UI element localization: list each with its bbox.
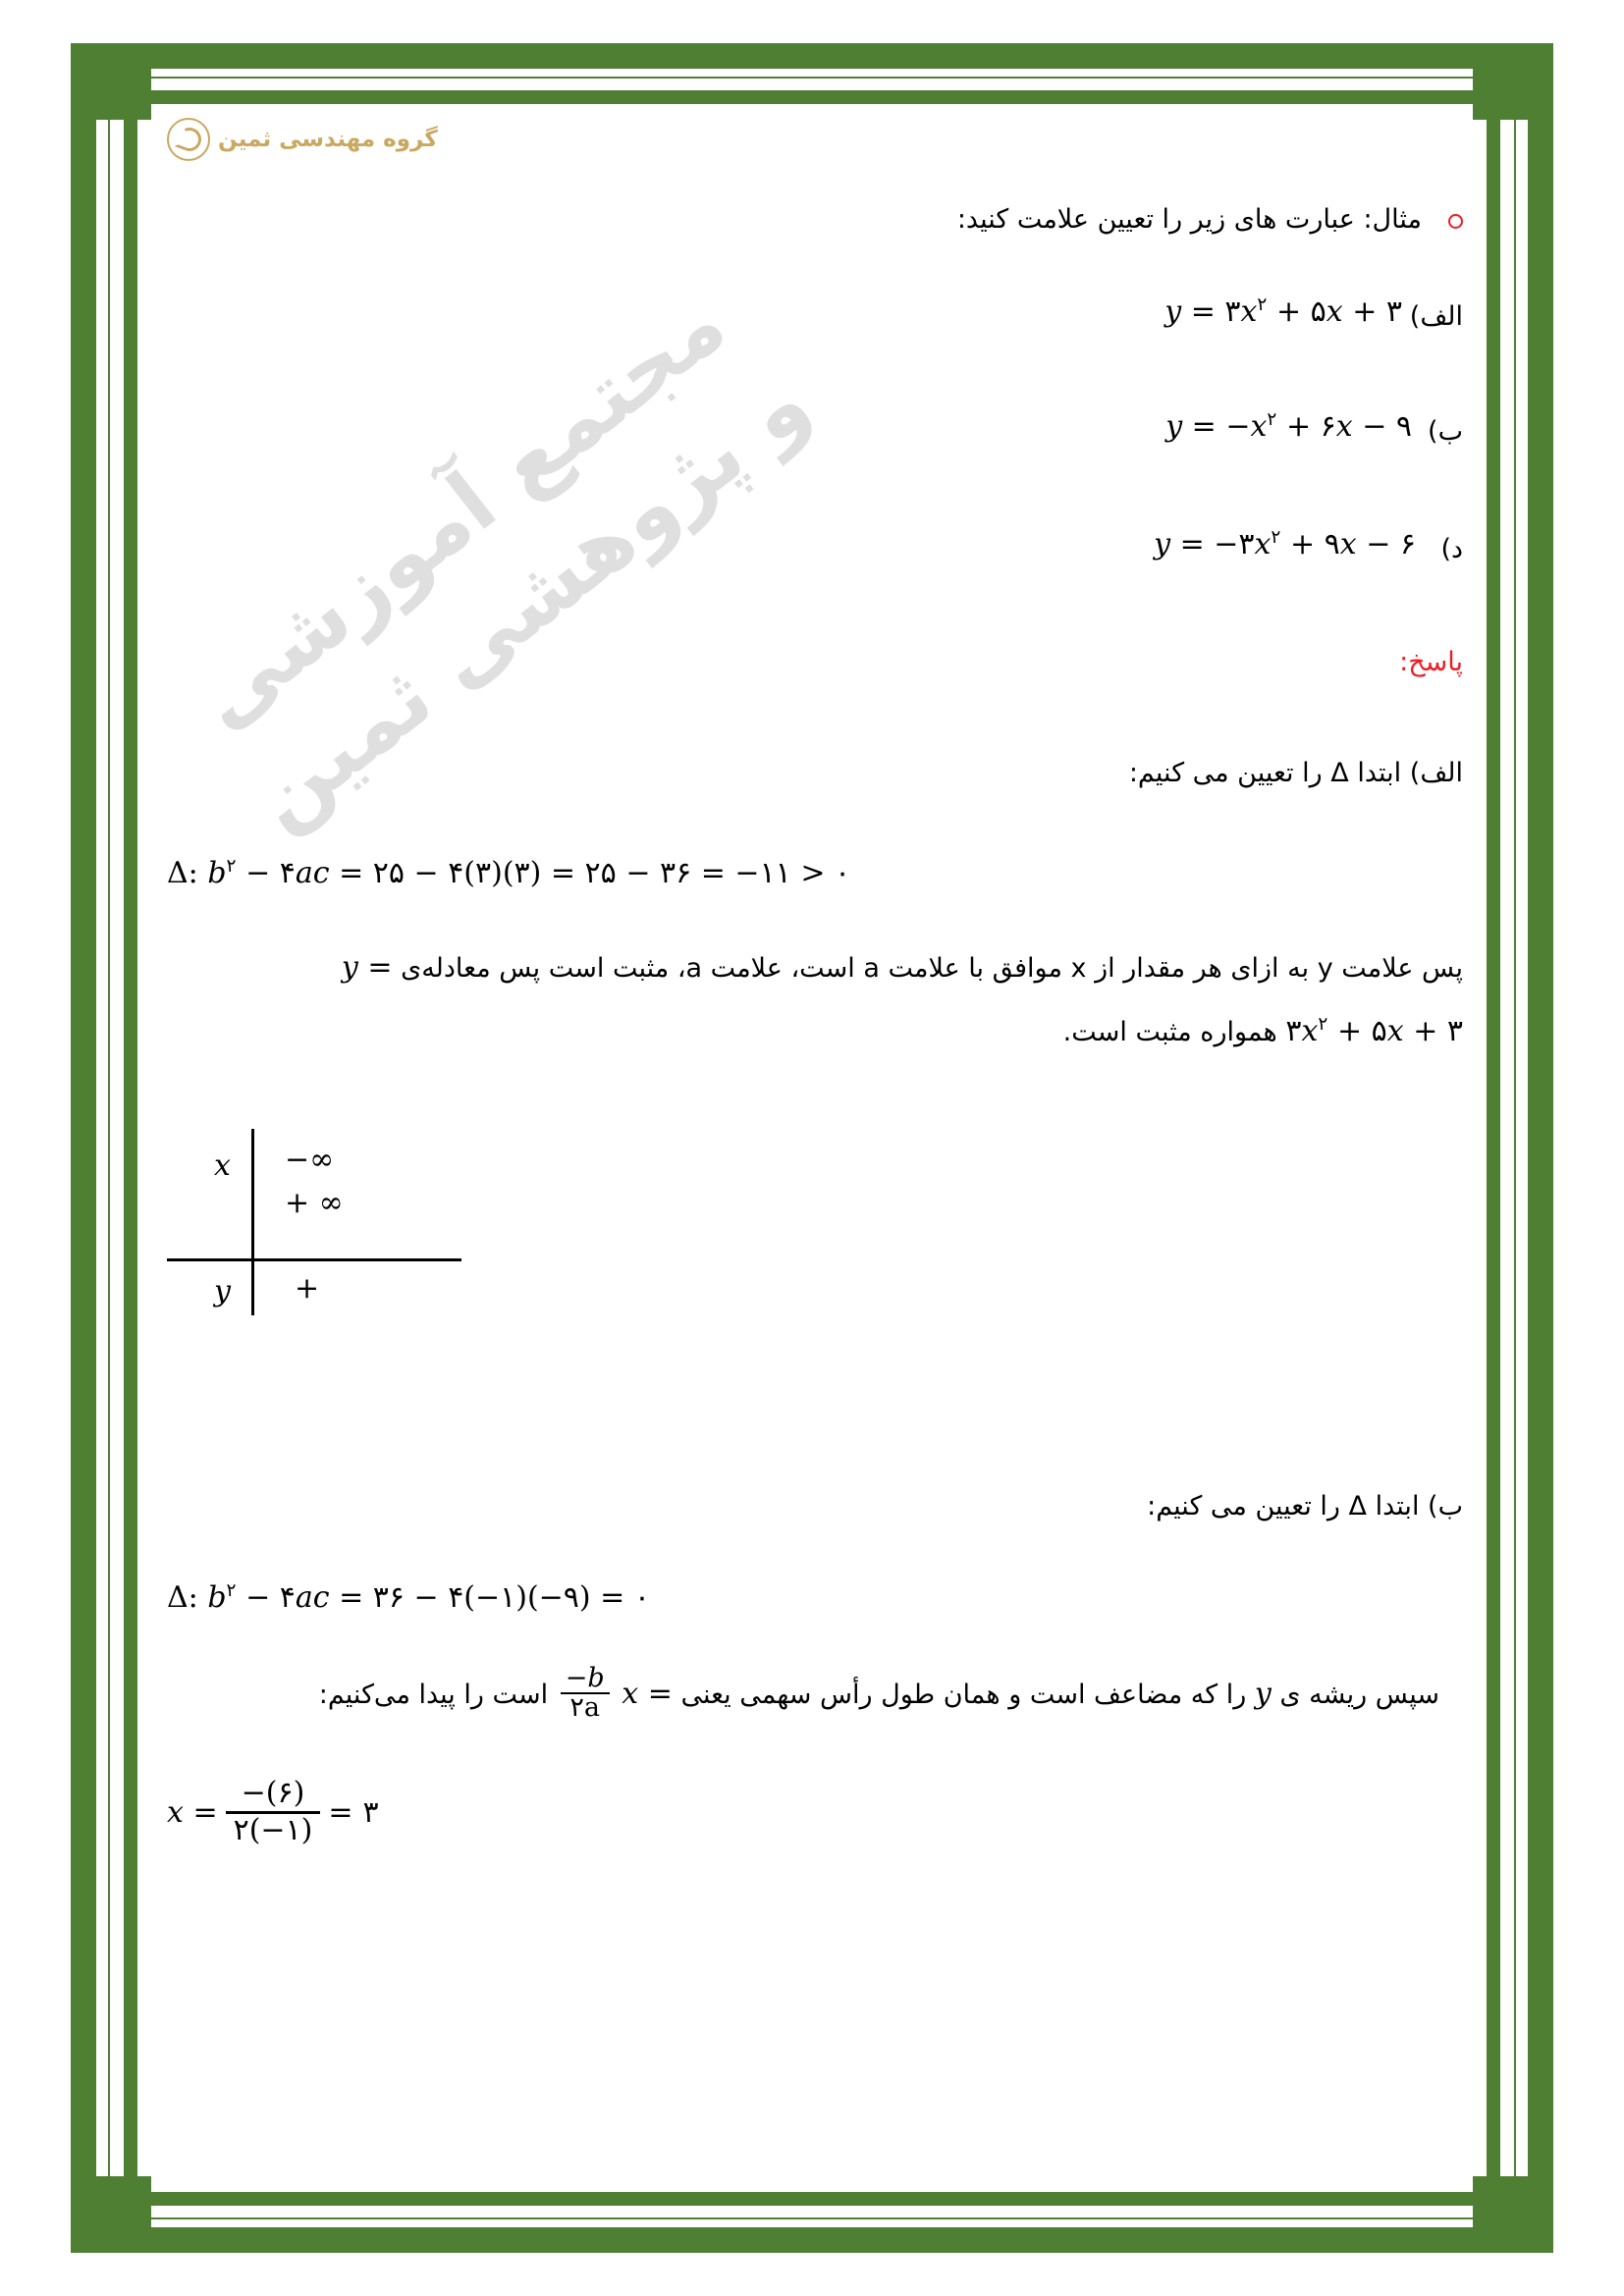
- sign-table-vertical-rule: [251, 1129, 254, 1315]
- equation-dal: $y = -۳x^۲$ + ۹x − ۶: [1154, 527, 1416, 561]
- example-prompt: عبارت های زیر را تعیین علامت کنید:: [956, 204, 1355, 235]
- part-a-explanation-eq-lead: y =: [341, 950, 393, 985]
- part-b-root-text-mid: را که مضاعف است و همان طول رأس سهمی یعنی: [680, 1679, 1247, 1710]
- part-b-root-sentence: [318, 1663, 1439, 1725]
- part-a-explanation-line2: [1063, 1009, 1463, 1055]
- brand-logo-text: گروه مهندسی ثمین: [218, 127, 438, 152]
- part-b-final-computation: [167, 1777, 379, 1847]
- example-label: مثال:: [1363, 204, 1422, 235]
- sign-table-row-label-y: y: [214, 1274, 231, 1308]
- frame-corner-bottom-left: [96, 2176, 151, 2231]
- part-b-final-equals: =: [328, 1794, 353, 1830]
- part-b-final-denominator: ۲(−۱): [226, 1811, 321, 1848]
- part-b-root-text-left: است را پیدا می‌کنیم:: [318, 1679, 549, 1710]
- frame-corner-top-left: [96, 65, 151, 120]
- part-b-tag: ب): [1428, 1491, 1463, 1522]
- frame-corner-bottom-right: [1473, 2176, 1528, 2231]
- page-content: [167, 118, 1463, 2169]
- part-b-root-var: y: [1254, 1676, 1272, 1711]
- part-b-final-numerator: −(۶): [241, 1776, 305, 1810]
- part-b-final-fraction: [226, 1777, 321, 1847]
- part-a-explanation-eq-body: $۳x^۲$ + ۵x + ۳: [1285, 1014, 1463, 1048]
- part-a-explanation-line1: [342, 945, 1463, 991]
- part-b-intro: [1147, 1487, 1463, 1527]
- part-a-explanation-text: پس علامت y به ازای هر مقدار از x موافق با علامت a است، علامت a، مثبت است پس معادله‌ی: [401, 953, 1463, 984]
- part-b-final-value: ۳: [362, 1794, 379, 1830]
- part-b-root-fraction-denominator: ۲a: [561, 1692, 610, 1722]
- spiral-circle-logo-icon: [167, 118, 210, 161]
- answer-label: پاسخ:: [1399, 647, 1463, 677]
- equation-tag-dal: د): [1440, 534, 1463, 564]
- equation-tag-be: ب): [1428, 416, 1463, 447]
- watermark-text: مجتمع آموزشی و پژوهشی ثمین: [177, 275, 828, 849]
- brand-logo: [167, 118, 438, 161]
- sign-table-x-value-0: −∞: [285, 1143, 335, 1177]
- part-b-discriminant: Δ: $b^۲$ − ۴ac = ۳۶ − ۴(−۱)(−۹) = ۰: [167, 1580, 650, 1615]
- part-b-root-text-right: سپس ریشه ی: [1279, 1679, 1439, 1710]
- part-b-root-fraction-numerator: −b: [565, 1663, 605, 1693]
- sign-table-horizontal-rule: [167, 1258, 461, 1261]
- equation-be: $y = -x^۲$ + ۶x − ۹: [1165, 409, 1412, 444]
- equation-tag-alef: الف): [1409, 301, 1463, 332]
- part-b-intro-text: ابتدا Δ را تعیین می کنیم:: [1147, 1491, 1420, 1522]
- sign-table-y-sign-0: +: [295, 1271, 320, 1306]
- part-a-tag: الف): [1409, 758, 1463, 788]
- example-heading: [957, 200, 1422, 240]
- part-a-intro: [1129, 754, 1463, 794]
- part-a-intro-text: ابتدا Δ را تعیین می کنیم:: [1128, 758, 1402, 788]
- part-b-final-lhs: x =: [167, 1794, 218, 1830]
- part-a-discriminant: Δ: $b^۲$ − ۴ac = ۲۵ − ۴(۳)(۳) = ۲۵ − ۳۶ = −۱۱ > ۰: [167, 856, 851, 890]
- part-b-root-formula-lead: x =: [622, 1676, 673, 1711]
- part-b-root-fraction: [561, 1665, 610, 1723]
- sign-table-x-value-1: + ∞: [285, 1186, 344, 1220]
- frame-corner-top-right: [1473, 65, 1528, 120]
- part-a-explanation-tail: همواره مثبت است.: [1062, 1017, 1277, 1047]
- circle-bullet-icon: [1448, 214, 1463, 229]
- sign-table-row-label-x: x: [214, 1148, 231, 1183]
- equation-alef: $y = ۳x^۲$ + ۵x + ۳: [1164, 294, 1402, 329]
- sign-table: [167, 1129, 471, 1325]
